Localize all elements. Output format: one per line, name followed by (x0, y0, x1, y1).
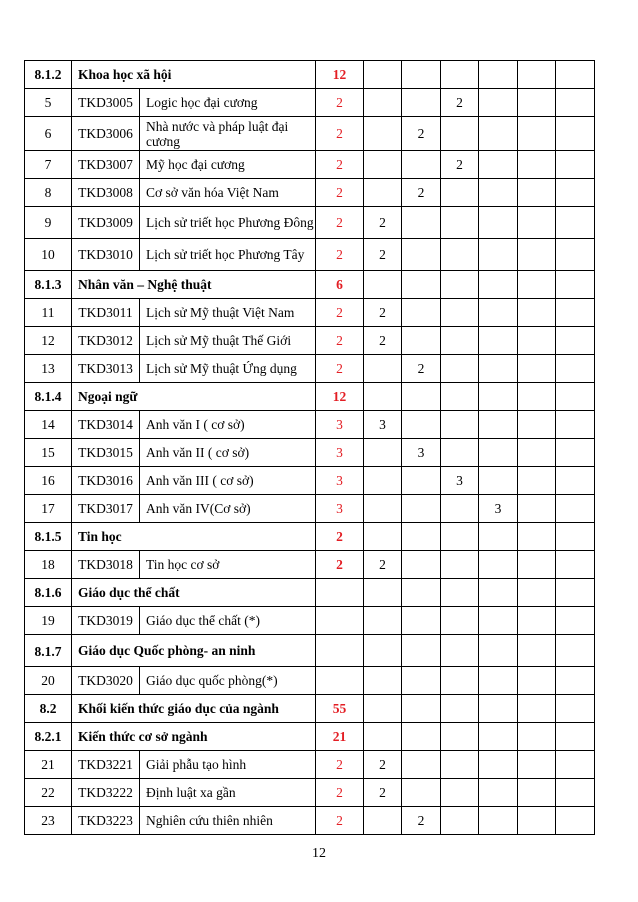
table-row (25, 355, 595, 383)
semester-cell-5 (518, 179, 556, 207)
credit-total: 2 (316, 551, 364, 579)
semester-cell-5 (518, 467, 556, 495)
semester-cell-2 (402, 467, 441, 495)
semester-cell-6 (556, 151, 595, 179)
credit-total: 3 (316, 411, 364, 439)
course-name: Anh văn I ( cơ sở) (140, 411, 316, 439)
row-number: 18 (25, 551, 72, 579)
semester-cell-1 (364, 667, 402, 695)
semester-cell-4 (479, 467, 518, 495)
semester-cell-2 (402, 751, 441, 779)
course-name: Logic học đại cương (140, 89, 316, 117)
semester-cell-3 (441, 383, 479, 411)
semester-cell-2 (402, 239, 441, 271)
semester-cell-6 (556, 439, 595, 467)
course-name: Nhà nước và pháp luật đại cương (140, 117, 316, 151)
semester-cell-6 (556, 467, 595, 495)
semester-cell-5 (518, 383, 556, 411)
semester-cell-3 (441, 607, 479, 635)
semester-cell-4 (479, 607, 518, 635)
course-name: Giáo dục quốc phòng(*) (140, 667, 316, 695)
table-row (25, 607, 595, 635)
semester-cell-5 (518, 117, 556, 151)
curriculum-table (24, 60, 595, 835)
semester-cell-1 (364, 607, 402, 635)
semester-cell-4 (479, 579, 518, 607)
course-code: TKD3223 (72, 807, 140, 835)
semester-cell-1 (364, 723, 402, 751)
semester-cell-1 (364, 523, 402, 551)
semester-cell-5 (518, 523, 556, 551)
table-row (25, 151, 595, 179)
semester-cell-1 (364, 179, 402, 207)
semester-cell-6 (556, 779, 595, 807)
section-title: Giáo dục Quốc phòng- an ninh (72, 635, 316, 667)
course-name: Lịch sử Mỹ thuật Việt Nam (140, 299, 316, 327)
credit-total: 2 (316, 117, 364, 151)
semester-cell-4 (479, 89, 518, 117)
semester-cell-2 (402, 635, 441, 667)
semester-cell-2 (402, 723, 441, 751)
row-number: 10 (25, 239, 72, 271)
credit-total (316, 579, 364, 607)
semester-cell-2 (402, 607, 441, 635)
table-row (25, 299, 595, 327)
semester-cell-5 (518, 299, 556, 327)
semester-cell-4 (479, 779, 518, 807)
semester-cell-2: 2 (402, 807, 441, 835)
course-name: Lịch sử Mỹ thuật Thế Giới (140, 327, 316, 355)
table-row (25, 439, 595, 467)
row-number: 22 (25, 779, 72, 807)
semester-cell-1: 2 (364, 207, 402, 239)
semester-cell-2 (402, 151, 441, 179)
row-number: 13 (25, 355, 72, 383)
semester-cell-3 (441, 635, 479, 667)
section-row (25, 579, 595, 607)
row-number: 8.2.1 (25, 723, 72, 751)
semester-cell-1 (364, 467, 402, 495)
course-code: TKD3013 (72, 355, 140, 383)
semester-cell-2 (402, 411, 441, 439)
semester-cell-3 (441, 551, 479, 579)
semester-cell-5 (518, 495, 556, 523)
course-code: TKD3006 (72, 117, 140, 151)
semester-cell-3 (441, 239, 479, 271)
semester-cell-5 (518, 607, 556, 635)
semester-cell-6 (556, 495, 595, 523)
semester-cell-6 (556, 579, 595, 607)
semester-cell-4 (479, 439, 518, 467)
semester-cell-3 (441, 495, 479, 523)
section-title: Nhân văn – Nghệ thuật (72, 271, 316, 299)
credit-total (316, 635, 364, 667)
semester-cell-6 (556, 61, 595, 89)
semester-cell-4 (479, 695, 518, 723)
semester-cell-3: 3 (441, 467, 479, 495)
semester-cell-1 (364, 61, 402, 89)
credit-total: 12 (316, 61, 364, 89)
page-number: 12 (312, 846, 326, 861)
semester-cell-5 (518, 61, 556, 89)
course-code: TKD3015 (72, 439, 140, 467)
credit-total: 2 (316, 523, 364, 551)
semester-cell-3: 2 (441, 151, 479, 179)
semester-cell-2 (402, 695, 441, 723)
course-code: TKD3009 (72, 207, 140, 239)
semester-cell-6 (556, 551, 595, 579)
semester-cell-4 (479, 117, 518, 151)
semester-cell-1 (364, 635, 402, 667)
course-code: TKD3020 (72, 667, 140, 695)
credit-total: 55 (316, 695, 364, 723)
row-number: 8.1.3 (25, 271, 72, 299)
row-number: 23 (25, 807, 72, 835)
table-body (25, 61, 595, 835)
row-number: 6 (25, 117, 72, 151)
row-number: 7 (25, 151, 72, 179)
credit-total: 2 (316, 89, 364, 117)
semester-cell-3 (441, 807, 479, 835)
section-row (25, 723, 595, 751)
semester-cell-1 (364, 439, 402, 467)
section-title: Khối kiến thức giáo dục của ngành (72, 695, 316, 723)
row-number: 21 (25, 751, 72, 779)
course-code: TKD3221 (72, 751, 140, 779)
semester-cell-2 (402, 383, 441, 411)
semester-cell-3: 2 (441, 89, 479, 117)
course-name: Định luật xa gần (140, 779, 316, 807)
credit-total: 2 (316, 327, 364, 355)
semester-cell-3 (441, 327, 479, 355)
semester-cell-1: 2 (364, 551, 402, 579)
row-number: 15 (25, 439, 72, 467)
course-name: Anh văn III ( cơ sở) (140, 467, 316, 495)
section-title: Kiến thức cơ sở ngành (72, 723, 316, 751)
semester-cell-1: 2 (364, 751, 402, 779)
course-name: Anh văn IV(Cơ sở) (140, 495, 316, 523)
semester-cell-4 (479, 61, 518, 89)
semester-cell-4 (479, 355, 518, 383)
semester-cell-6 (556, 271, 595, 299)
section-title: Tin học (72, 523, 316, 551)
semester-cell-1 (364, 355, 402, 383)
semester-cell-5 (518, 807, 556, 835)
table-row (25, 327, 595, 355)
credit-total: 21 (316, 723, 364, 751)
credit-total: 2 (316, 355, 364, 383)
credit-total: 6 (316, 271, 364, 299)
semester-cell-5 (518, 579, 556, 607)
row-number: 8.1.7 (25, 635, 72, 667)
semester-cell-2 (402, 299, 441, 327)
semester-cell-4 (479, 635, 518, 667)
credit-total: 2 (316, 151, 364, 179)
row-number: 12 (25, 327, 72, 355)
semester-cell-1 (364, 117, 402, 151)
credit-total: 3 (316, 495, 364, 523)
semester-cell-4 (479, 207, 518, 239)
row-number: 8 (25, 179, 72, 207)
semester-cell-4: 3 (479, 495, 518, 523)
semester-cell-2 (402, 89, 441, 117)
semester-cell-2 (402, 207, 441, 239)
row-number: 8.1.2 (25, 61, 72, 89)
semester-cell-4 (479, 807, 518, 835)
semester-cell-1 (364, 89, 402, 117)
semester-cell-3 (441, 695, 479, 723)
credit-total: 2 (316, 239, 364, 271)
credit-total: 2 (316, 779, 364, 807)
semester-cell-3 (441, 779, 479, 807)
semester-cell-5 (518, 89, 556, 117)
course-code: TKD3008 (72, 179, 140, 207)
semester-cell-4 (479, 551, 518, 579)
semester-cell-4 (479, 751, 518, 779)
credit-total: 2 (316, 179, 364, 207)
section-title: Khoa học xã hội (72, 61, 316, 89)
semester-cell-1: 2 (364, 779, 402, 807)
semester-cell-6 (556, 411, 595, 439)
semester-cell-3 (441, 117, 479, 151)
course-code: TKD3222 (72, 779, 140, 807)
semester-cell-5 (518, 271, 556, 299)
semester-cell-6 (556, 607, 595, 635)
credit-total (316, 667, 364, 695)
semester-cell-2 (402, 551, 441, 579)
semester-cell-2 (402, 523, 441, 551)
credit-total: 3 (316, 439, 364, 467)
semester-cell-6 (556, 523, 595, 551)
semester-cell-5 (518, 151, 556, 179)
semester-cell-3 (441, 179, 479, 207)
semester-cell-1: 3 (364, 411, 402, 439)
row-number: 11 (25, 299, 72, 327)
section-row (25, 61, 595, 89)
credit-total: 2 (316, 207, 364, 239)
course-code: TKD3007 (72, 151, 140, 179)
semester-cell-1 (364, 695, 402, 723)
semester-cell-5 (518, 239, 556, 271)
semester-cell-3 (441, 355, 479, 383)
credit-total: 2 (316, 807, 364, 835)
semester-cell-3 (441, 207, 479, 239)
semester-cell-5 (518, 551, 556, 579)
row-number: 14 (25, 411, 72, 439)
semester-cell-5 (518, 751, 556, 779)
row-number: 8.1.4 (25, 383, 72, 411)
course-name: Lịch sử triết học Phương Tây (140, 239, 316, 271)
semester-cell-6 (556, 327, 595, 355)
semester-cell-5 (518, 779, 556, 807)
semester-cell-5 (518, 439, 556, 467)
table-row (25, 667, 595, 695)
row-number: 19 (25, 607, 72, 635)
table-row (25, 551, 595, 579)
course-name: Lịch sử Mỹ thuật Ứng dụng (140, 355, 316, 383)
semester-cell-6 (556, 179, 595, 207)
semester-cell-2 (402, 579, 441, 607)
semester-cell-4 (479, 383, 518, 411)
semester-cell-1 (364, 151, 402, 179)
course-name: Nghiên cứu thiên nhiên (140, 807, 316, 835)
semester-cell-6 (556, 355, 595, 383)
semester-cell-6 (556, 383, 595, 411)
semester-cell-2 (402, 271, 441, 299)
section-title: Ngoại ngữ (72, 383, 316, 411)
semester-cell-6 (556, 117, 595, 151)
row-number: 9 (25, 207, 72, 239)
section-row (25, 523, 595, 551)
semester-cell-3 (441, 439, 479, 467)
credit-total: 3 (316, 467, 364, 495)
course-name: Tin học cơ sở (140, 551, 316, 579)
semester-cell-1: 2 (364, 239, 402, 271)
semester-cell-3 (441, 411, 479, 439)
table-row (25, 467, 595, 495)
semester-cell-6 (556, 299, 595, 327)
course-name: Giải phẫu tạo hình (140, 751, 316, 779)
semester-cell-6 (556, 723, 595, 751)
semester-cell-4 (479, 179, 518, 207)
semester-cell-1 (364, 383, 402, 411)
course-code: TKD3014 (72, 411, 140, 439)
course-name: Anh văn II ( cơ sở) (140, 439, 316, 467)
row-number: 8.2 (25, 695, 72, 723)
semester-cell-6 (556, 807, 595, 835)
semester-cell-3 (441, 271, 479, 299)
credit-total: 2 (316, 299, 364, 327)
credit-total: 12 (316, 383, 364, 411)
section-row (25, 383, 595, 411)
table-row (25, 179, 595, 207)
course-name: Mỹ học đại cương (140, 151, 316, 179)
semester-cell-6 (556, 239, 595, 271)
semester-cell-4 (479, 271, 518, 299)
semester-cell-3 (441, 667, 479, 695)
semester-cell-2: 2 (402, 117, 441, 151)
table-row (25, 89, 595, 117)
course-code: TKD3019 (72, 607, 140, 635)
table-row (25, 239, 595, 271)
semester-cell-4 (479, 327, 518, 355)
semester-cell-2: 2 (402, 179, 441, 207)
semester-cell-4 (479, 523, 518, 551)
semester-cell-2: 2 (402, 355, 441, 383)
row-number: 17 (25, 495, 72, 523)
semester-cell-5 (518, 207, 556, 239)
semester-cell-6 (556, 207, 595, 239)
semester-cell-4 (479, 299, 518, 327)
semester-cell-2 (402, 327, 441, 355)
course-code: TKD3010 (72, 239, 140, 271)
semester-cell-3 (441, 751, 479, 779)
semester-cell-5 (518, 695, 556, 723)
semester-cell-4 (479, 151, 518, 179)
semester-cell-1: 2 (364, 299, 402, 327)
semester-cell-1 (364, 579, 402, 607)
course-name: Lịch sử triết học Phương Đông (140, 207, 316, 239)
semester-cell-1 (364, 807, 402, 835)
semester-cell-6 (556, 635, 595, 667)
semester-cell-2: 3 (402, 439, 441, 467)
row-number: 5 (25, 89, 72, 117)
semester-cell-4 (479, 411, 518, 439)
semester-cell-6 (556, 89, 595, 117)
credit-total: 2 (316, 751, 364, 779)
course-code: TKD3018 (72, 551, 140, 579)
semester-cell-2 (402, 61, 441, 89)
row-number: 8.1.6 (25, 579, 72, 607)
row-number: 8.1.5 (25, 523, 72, 551)
semester-cell-5 (518, 355, 556, 383)
table-row (25, 117, 595, 151)
course-code: TKD3011 (72, 299, 140, 327)
semester-cell-6 (556, 695, 595, 723)
course-code: TKD3017 (72, 495, 140, 523)
table-row (25, 807, 595, 835)
semester-cell-4 (479, 239, 518, 271)
semester-cell-6 (556, 751, 595, 779)
table-row (25, 411, 595, 439)
semester-cell-5 (518, 411, 556, 439)
semester-cell-1 (364, 495, 402, 523)
course-code: TKD3016 (72, 467, 140, 495)
semester-cell-6 (556, 667, 595, 695)
section-row (25, 635, 595, 667)
semester-cell-3 (441, 523, 479, 551)
semester-cell-1 (364, 271, 402, 299)
semester-cell-3 (441, 299, 479, 327)
semester-cell-5 (518, 327, 556, 355)
section-title: Giáo dục thể chất (72, 579, 316, 607)
row-number: 20 (25, 667, 72, 695)
semester-cell-5 (518, 723, 556, 751)
course-code: TKD3012 (72, 327, 140, 355)
semester-cell-4 (479, 723, 518, 751)
section-row (25, 271, 595, 299)
table-row (25, 751, 595, 779)
semester-cell-3 (441, 61, 479, 89)
semester-cell-2 (402, 779, 441, 807)
semester-cell-3 (441, 579, 479, 607)
semester-cell-1: 2 (364, 327, 402, 355)
semester-cell-5 (518, 635, 556, 667)
semester-cell-4 (479, 667, 518, 695)
credit-total (316, 607, 364, 635)
semester-cell-3 (441, 723, 479, 751)
course-name: Cơ sở văn hóa Việt Nam (140, 179, 316, 207)
course-name: Giáo dục thể chất (*) (140, 607, 316, 635)
table-row (25, 779, 595, 807)
row-number: 16 (25, 467, 72, 495)
table-row (25, 495, 595, 523)
semester-cell-2 (402, 495, 441, 523)
course-code: TKD3005 (72, 89, 140, 117)
section-row (25, 695, 595, 723)
semester-cell-5 (518, 667, 556, 695)
table-row (25, 207, 595, 239)
semester-cell-2 (402, 667, 441, 695)
